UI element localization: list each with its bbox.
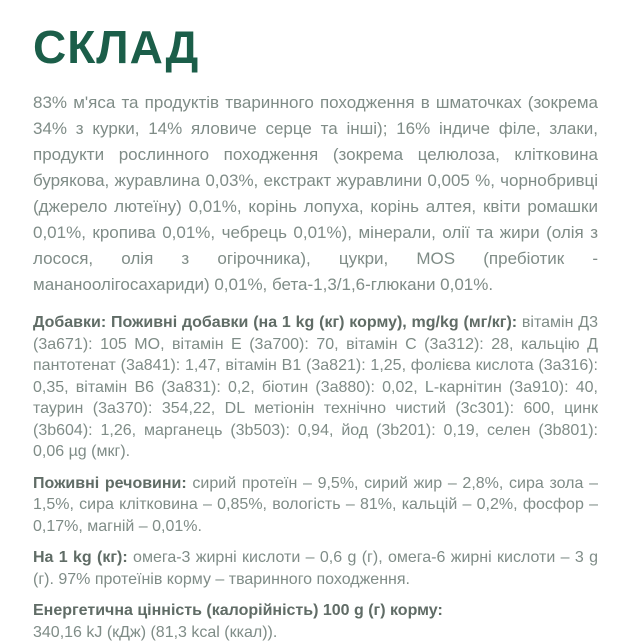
page-title: СКЛАД [33,20,598,74]
additives-paragraph [33,312,598,463]
composition-main-paragraph [33,90,598,298]
composition-main-text: 83% м'яса та продуктів тваринного походження в шматочках (зокрема 34% з курки, 14% яловиче серце та інші); 16% індиче філе, злаки, продукти рослинного походження (зокрема целюлоза, клітковина бурякова, журавлина 0,03%, екстракт журавлини 0,005 %, чорнобривці (джерело лютеїну) 0,01%, корінь лопуха, корінь алтея, квіти ромашки 0,01%, кропива 0,01%, чебрець 0,01%), мінерали, олії та жири (олія з лосося, олія з огірочника), цукри, MOS (пребіотик - мананоолігосахариди) 0,01%, бета-1,3/1,6-глюкани 0,01%. [33,93,598,294]
energy-block [33,600,598,643]
nutrients-lead: Поживні речовини: [33,475,187,492]
energy-value: 340,16 kJ (кДж) (81,3 kcal (ккал)). [33,622,598,643]
additives-lead: Добавки: Поживні добавки (на 1 kg (кг) корму), mg/kg (мг/кг): [33,314,517,331]
energy-heading: Енергетична цінність (калорійність) 100 g (г) корму: [33,600,598,622]
per-kg-lead: На 1 kg (кг): [33,549,128,566]
additives-text: вітамін Д3 (3а671): 105 МО, вітамін Е (3а700): 70, вітамін С (3а312): 28, кальцію Д пантотенат (3а841): 1,47, вітамін В1 (3а821): 1,25, фолієва кислота (3а316): 0,35, вітамін В6 (3а831): 0,2, біотин (3а880): 0,02, L-карнітин (3а910): 40, таурин (3а370): 354,22, DL метіонін технічно чистий (3с301): 600, цинк (3b604): 1,26, марганець (3b503): 0,94, йод (3b201): 0,19, селен (3b801): 0,06 µg (мкг). [33,314,598,460]
per-kg-text: омега-3 жирні кислоти – 0,6 g (г), омега-6 жирні кислоти – 3 g (г). 97% протеїнів корму – тваринного походження. [33,549,598,588]
per-kg-paragraph [33,547,598,590]
nutrients-paragraph [33,473,598,538]
nutrients-text: сирий протеїн – 9,5%, сирий жир – 2,8%, сира зола – 1,5%, сира клітковина – 0,85%, вологість – 81%, кальцій – 0,2%, фосфор – 0,17%, магній – 0,01%. [33,475,598,535]
